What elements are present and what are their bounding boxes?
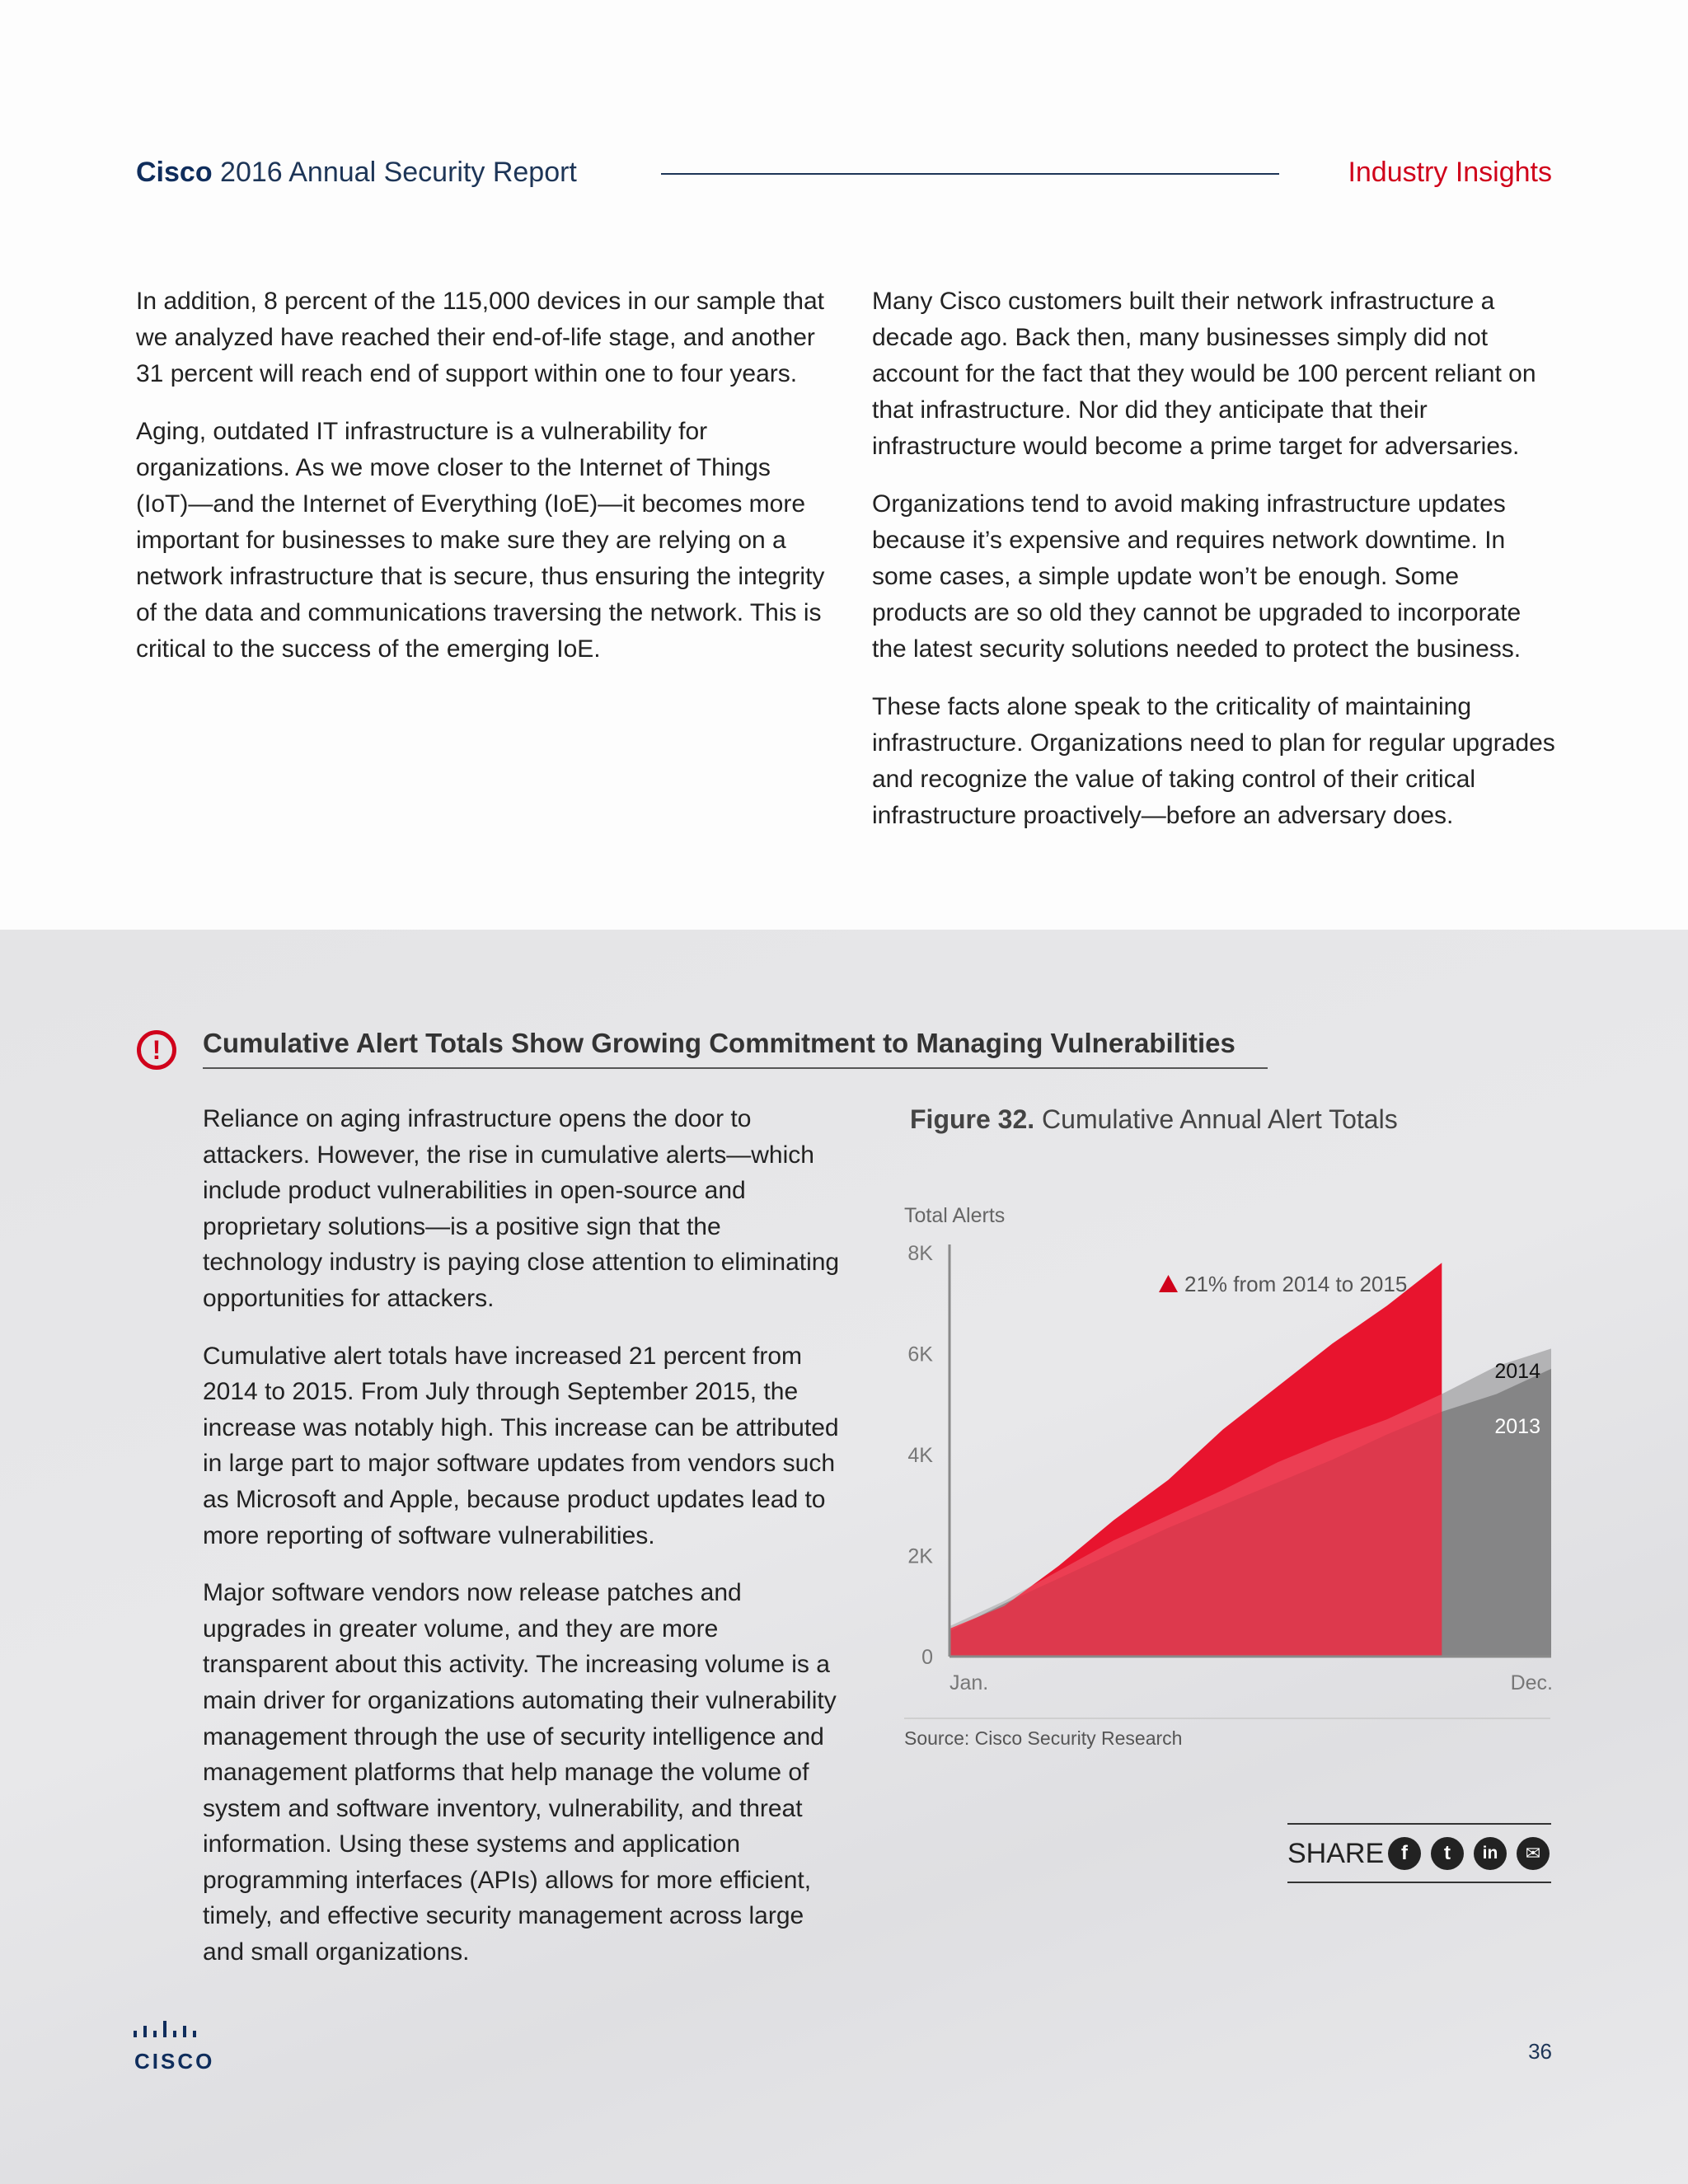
header-rule — [661, 173, 1279, 175]
text-column-left — [136, 284, 828, 689]
figure-caption: Cumulative Annual Alert Totals — [1042, 1104, 1398, 1134]
paragraph: Organizations tend to avoid making infrastructure updates because it’s expensive and requires network downtime. In some cases, a simple update won’t be enough. Some products are so old they cannot be upgraded to incorporate the latest security solutions needed to protect the business. — [872, 490, 1522, 663]
callout-title: Cumulative Alert Totals Show Growing Commitment to Managing Vulnerabilities — [203, 1028, 1268, 1069]
source-rule — [904, 1718, 1550, 1719]
text-column-right — [872, 284, 1556, 855]
paragraph: Cumulative alert totals have increased 21 percent from 2014 to 2015. From July through September 2015, the increase was notably high. This increase can be attributed in large part to major software updates from vendors such as Microsoft and Apple, because product updates lead to more reporting of software vulnerabilities. — [203, 1342, 839, 1549]
report-header-title — [136, 157, 577, 189]
y-axis-label: Total Alerts — [904, 1204, 1006, 1227]
increase-triangle-icon — [1159, 1275, 1178, 1292]
series-label-2013: 2013 — [1494, 1415, 1540, 1439]
report-name: 2016 Annual Security Report — [220, 157, 577, 188]
series-overlap-2013 — [950, 1412, 1442, 1657]
alert-icon: ! — [137, 1030, 176, 1070]
figure-source: Source: Cisco Security Research — [904, 1727, 1183, 1749]
paragraph: Many Cisco customers built their network infrastructure a decade ago. Back then, many businesses simply did not account for the fact that they would be 100 percent reliant on that infrastructure. Nor did they anticipate that their infrastructure would become a prime target for adversaries. — [872, 288, 1536, 460]
email-icon[interactable]: ✉ — [1517, 1837, 1550, 1870]
y-tick-label: 2K — [907, 1544, 933, 1568]
paragraph: These facts alone speak to the criticality of maintaining infrastructure. Organizations need to plan for regular upgrades and recognize the value of taking control of their critical infrastructure proactively—before an adversary does. — [872, 693, 1555, 829]
brand-name: Cisco — [136, 157, 213, 188]
x-tick-label: Dec. — [1510, 1671, 1553, 1694]
linkedin-icon[interactable]: in — [1474, 1837, 1507, 1870]
section-name: Industry Insights — [1348, 157, 1552, 188]
paragraph: Aging, outdated IT infrastructure is a vulnerability for organizations. As we move closer to the Internet of Things (IoT)—and the Internet of Everything (IoE)—it becomes more important for businesses to make sure they are relying on a network infrastructure that is secure, thus ensuring the integrity of the data and communications traversing the network. This is critical to the success of the emerging IoE. — [136, 418, 825, 663]
share-rule-top — [1287, 1823, 1551, 1825]
y-tick-label: 4K — [907, 1444, 933, 1467]
page-number: 36 — [1528, 2039, 1552, 2064]
y-tick-label: 8K — [907, 1242, 933, 1265]
x-tick-label: Jan. — [950, 1671, 989, 1694]
paragraph: Reliance on aging infrastructure opens the door to attackers. However, the rise in cumulative alerts—which include product vulnerabilities in open-source and proprietary solutions—is a positive sign that the technology industry is paying close attention to eliminating opportunities for attackers. — [203, 1105, 840, 1312]
chart-annotation: 21% from 2014 to 2015 — [1184, 1272, 1408, 1296]
figure-title — [910, 1104, 1398, 1135]
y-tick-label: 0 — [921, 1646, 933, 1669]
paragraph: In addition, 8 percent of the 115,000 devices in our sample that we analyzed have reached their end-of-life stage, and another 31 percent will reach end of support within one to four years. — [136, 288, 824, 387]
share-label: SHARE — [1287, 1838, 1385, 1869]
y-tick-label: 6K — [907, 1343, 933, 1366]
facebook-icon[interactable]: f — [1388, 1837, 1421, 1870]
alert-totals-chart — [898, 1195, 1558, 1706]
paragraph: Major software vendors now release patches and upgrades in greater volume, and they are more transparent about this activity. The increasing volume is a main driver for organizations automating their vulnerability management through the use of security intelligence and management platforms that help manage the volume of system and software inventory, vulnerability, and threat information. Using these systems and application programming interfaces (APIs) allows for more efficient, timely, and effective security management across large and small organizations. — [203, 1579, 837, 1966]
series-label-2014: 2014 — [1494, 1359, 1540, 1383]
twitter-icon[interactable]: t — [1431, 1837, 1464, 1870]
share-rule-bottom — [1287, 1882, 1551, 1883]
figure-label: Figure 32. — [910, 1104, 1035, 1134]
callout-body — [203, 1101, 846, 1992]
cisco-logo-icon — [132, 2021, 214, 2046]
cisco-logo-text: CISCO — [134, 2049, 215, 2074]
